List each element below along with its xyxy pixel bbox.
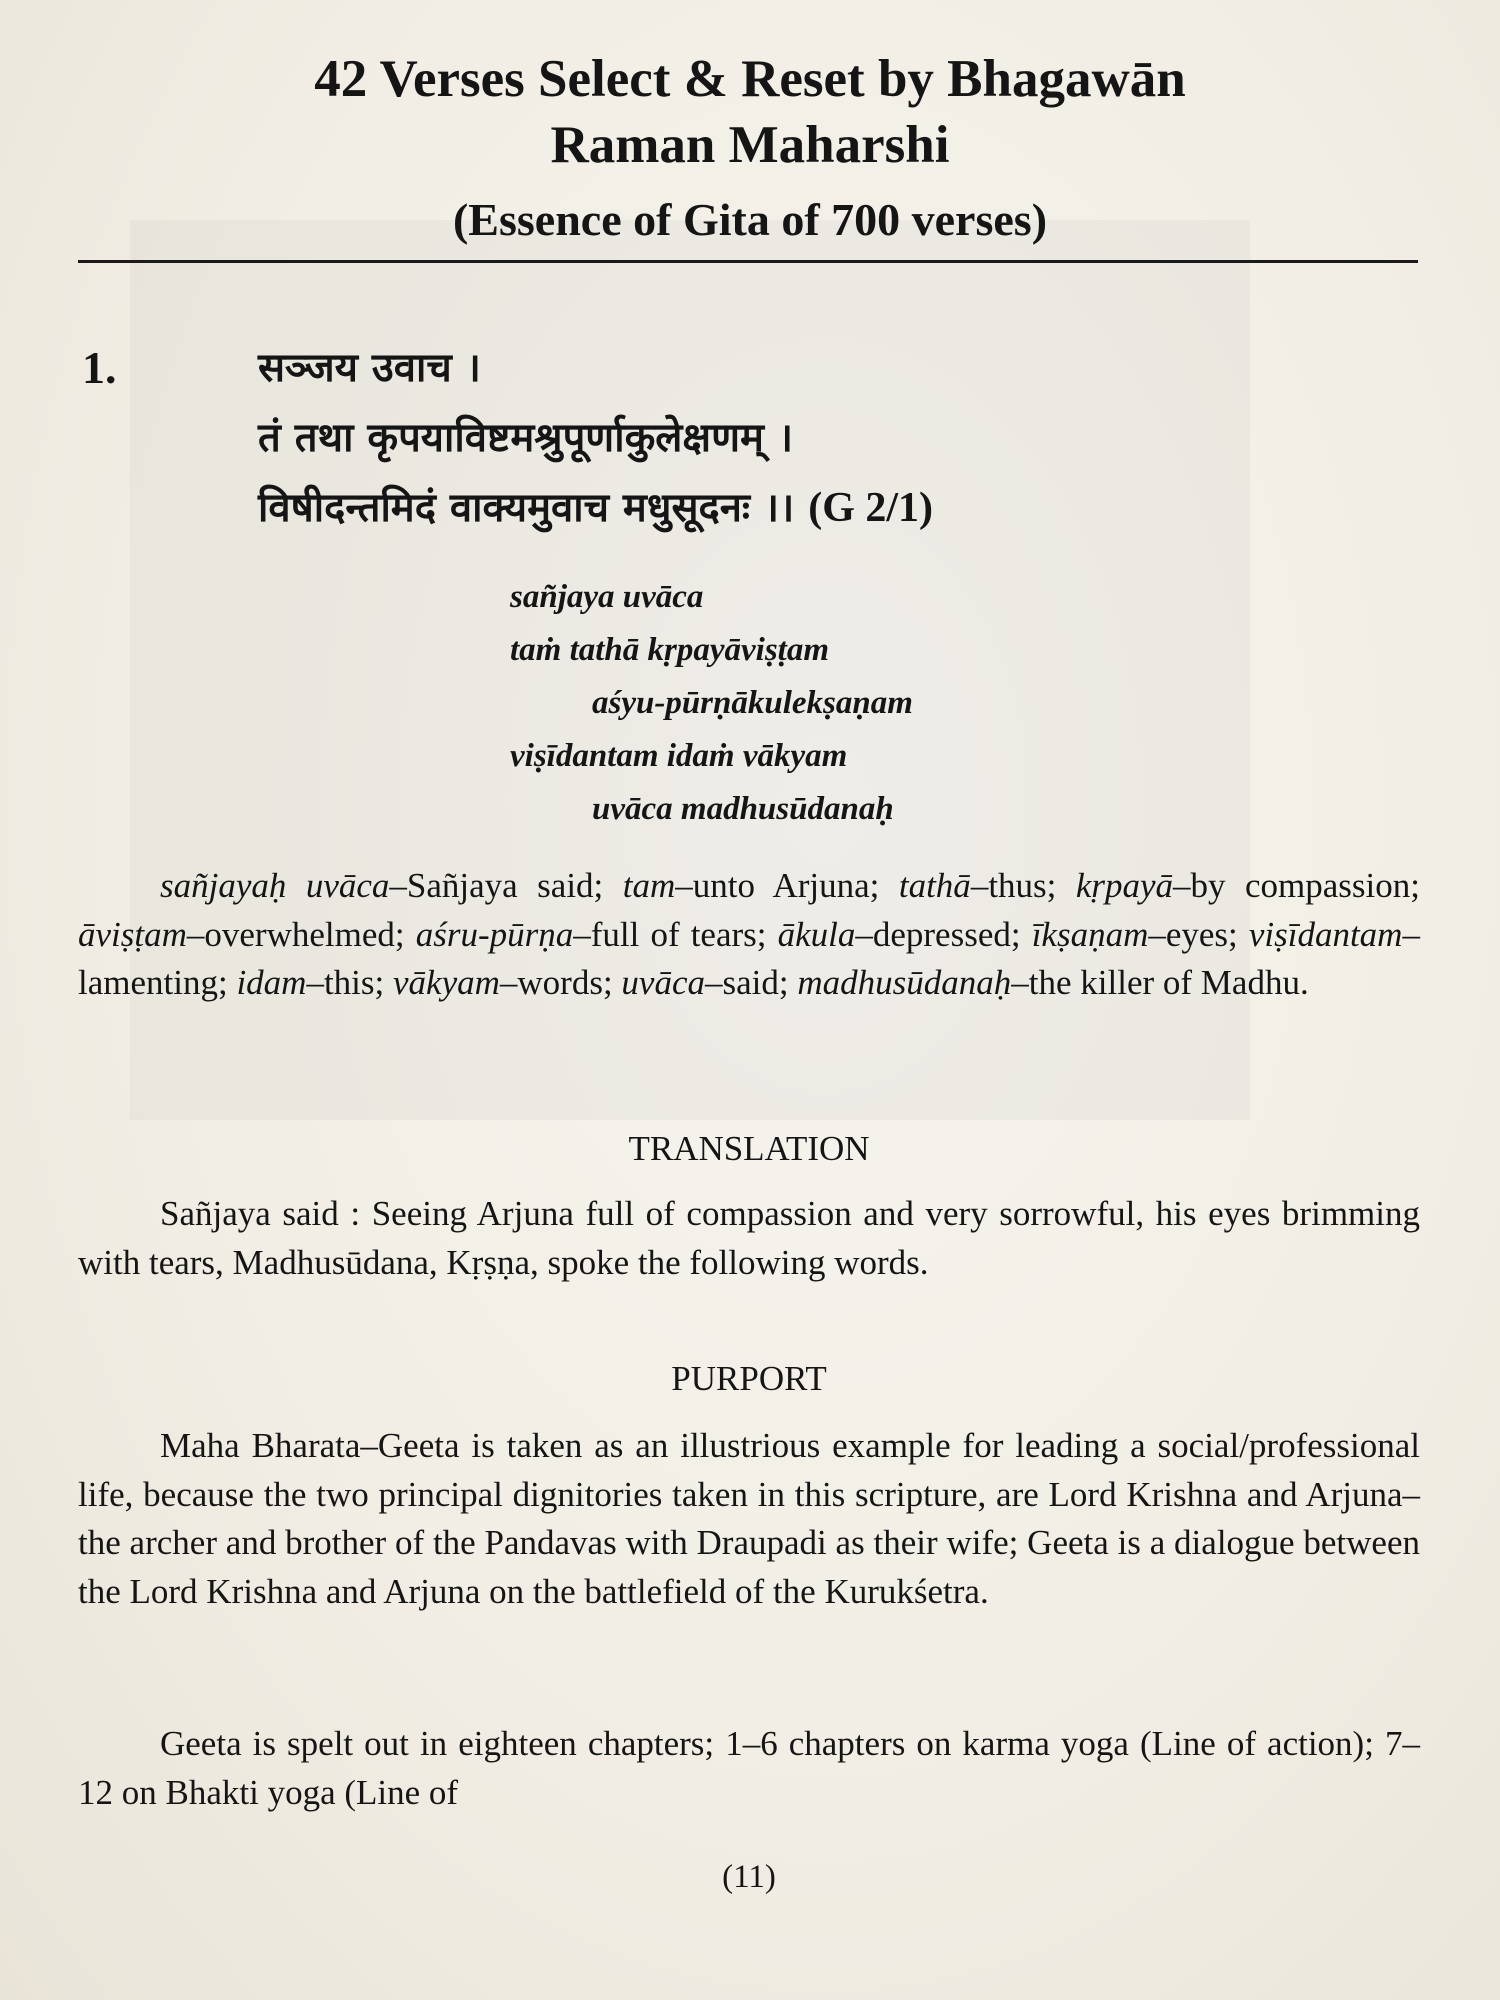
- sanskrit-line-3-text: विषीदन्तमिदं वाक्यमुवाच मधुसूदनः ।।: [258, 485, 795, 531]
- synonym-meaning: full of tears;: [590, 914, 778, 954]
- synonym-meaning: Sañjaya said;: [406, 866, 623, 905]
- title-line-1: 42 Verses Select & Reset by Bhagawān: [314, 50, 1186, 108]
- translation-text: Sañjaya said : Seeing Arjuna full of compassion and very sorrowful, his eyes brimming with tears, Madhusūdana, Kṛṣṇa, spoke the following words.: [78, 1194, 1420, 1282]
- sanskrit-line-2: तं तथा कृपयाविष्टमश्रुपूर्णाकुलेक्षणम् ।: [258, 415, 794, 461]
- synonym-meaning: thus;: [988, 866, 1076, 905]
- transliteration-line-4: viṣīdantam idaṁ vākyam: [510, 738, 848, 774]
- synonym-dash: –: [855, 914, 873, 954]
- synonym-meaning: lamenting;: [78, 963, 237, 1002]
- synonym-meaning: this;: [323, 963, 393, 1002]
- page-number: (11): [722, 1859, 776, 1895]
- synonym-dash: –: [1011, 963, 1029, 1002]
- synonym-dash: –: [705, 963, 723, 1002]
- transliteration-line-5: uvāca madhusūdanaḥ: [592, 791, 894, 827]
- sanskrit-line-1: सञ्जय उवाच ।: [258, 345, 481, 391]
- synonym-meaning: overwhelmed;: [204, 914, 416, 954]
- synonym-dash: –: [306, 963, 324, 1002]
- synonym-dash: –: [573, 914, 591, 954]
- synonym-term: madhusūdanaḥ: [797, 963, 1012, 1002]
- synonym-meaning: depressed;: [872, 914, 1032, 954]
- purport-heading: PURPORT: [671, 1359, 827, 1398]
- synonym-term: īkṣaṇam: [1031, 914, 1149, 954]
- title-divider: [78, 260, 1418, 263]
- transliteration-line-2: taṁ tathā kṛpayāviṣṭam: [510, 632, 830, 668]
- synonym-dash: –: [499, 963, 518, 1002]
- synonym-term: kṛpayā: [1075, 866, 1174, 905]
- verse-reference: (G 2/1): [808, 485, 934, 531]
- page-subtitle: (Essence of Gita of 700 verses): [452, 194, 1048, 245]
- purport-paragraph-2: [78, 1720, 1420, 1817]
- synonym-dash: –: [1173, 866, 1191, 905]
- synonym-term: uvāca: [621, 963, 705, 1002]
- purport-text-2: Geeta is spelt out in eighteen chapters; 1–6 chapters on karma yoga (Line of action); 7–12 on Bhakti yoga (Line of: [78, 1724, 1420, 1812]
- synonym-term: idam: [236, 963, 307, 1002]
- synonym-meaning: eyes;: [1165, 914, 1249, 954]
- synonym-term: tam: [622, 866, 676, 905]
- synonym-dash: –: [1402, 914, 1420, 954]
- synonym-dash: –: [675, 866, 693, 905]
- synonyms-paragraph: [78, 862, 1420, 1008]
- sanskrit-line-3: [258, 480, 933, 536]
- synonym-dash: –: [389, 866, 407, 905]
- synonym-term: tathā: [898, 866, 971, 905]
- translation-paragraph: [78, 1190, 1420, 1287]
- synonym-meaning: words;: [517, 963, 622, 1002]
- page-title: [80, 46, 1420, 178]
- transliteration-line-1: sañjaya uvāca: [510, 579, 704, 615]
- synonym-dash: –: [186, 914, 205, 954]
- synonym-term: sañjayaḥ uvāca: [160, 866, 390, 905]
- synonym-meaning: unto Arjuna;: [692, 866, 899, 905]
- verse-number: 1.: [82, 342, 117, 393]
- synonym-term: vākyam: [393, 963, 500, 1002]
- synonym-meaning: by compassion;: [1190, 866, 1420, 905]
- purport-text-1: Maha Bharata–Geeta is taken as an illustrious example for leading a social/professional life, because the two principal dignitories taken in this scripture, are Lord Krishna and Arjuna– the archer and brother of the Pandavas with Draupadi as their wife; Geeta is a dialogue between the Lord Krishna and Arjuna on the battlefield of the Kurukśetra.: [78, 1426, 1420, 1611]
- synonym-dash: –: [970, 866, 989, 905]
- translation-heading: TRANSLATION: [628, 1129, 870, 1168]
- synonym-meaning: said;: [722, 963, 798, 1002]
- title-line-2: Raman Maharshi: [550, 116, 950, 174]
- synonym-dash: –: [1148, 914, 1166, 954]
- synonym-term: viṣīdantam: [1248, 914, 1403, 954]
- synonym-term: āviṣṭam: [78, 914, 187, 954]
- purport-paragraph-1: [78, 1422, 1420, 1616]
- synonym-meaning: the killer of Madhu.: [1028, 963, 1309, 1002]
- synonym-term: ākula: [777, 914, 856, 954]
- synonym-term: aśru-pūrṇa: [415, 914, 574, 954]
- transliteration-line-3: aśyu-pūrṇākulekṣaṇam: [592, 685, 913, 721]
